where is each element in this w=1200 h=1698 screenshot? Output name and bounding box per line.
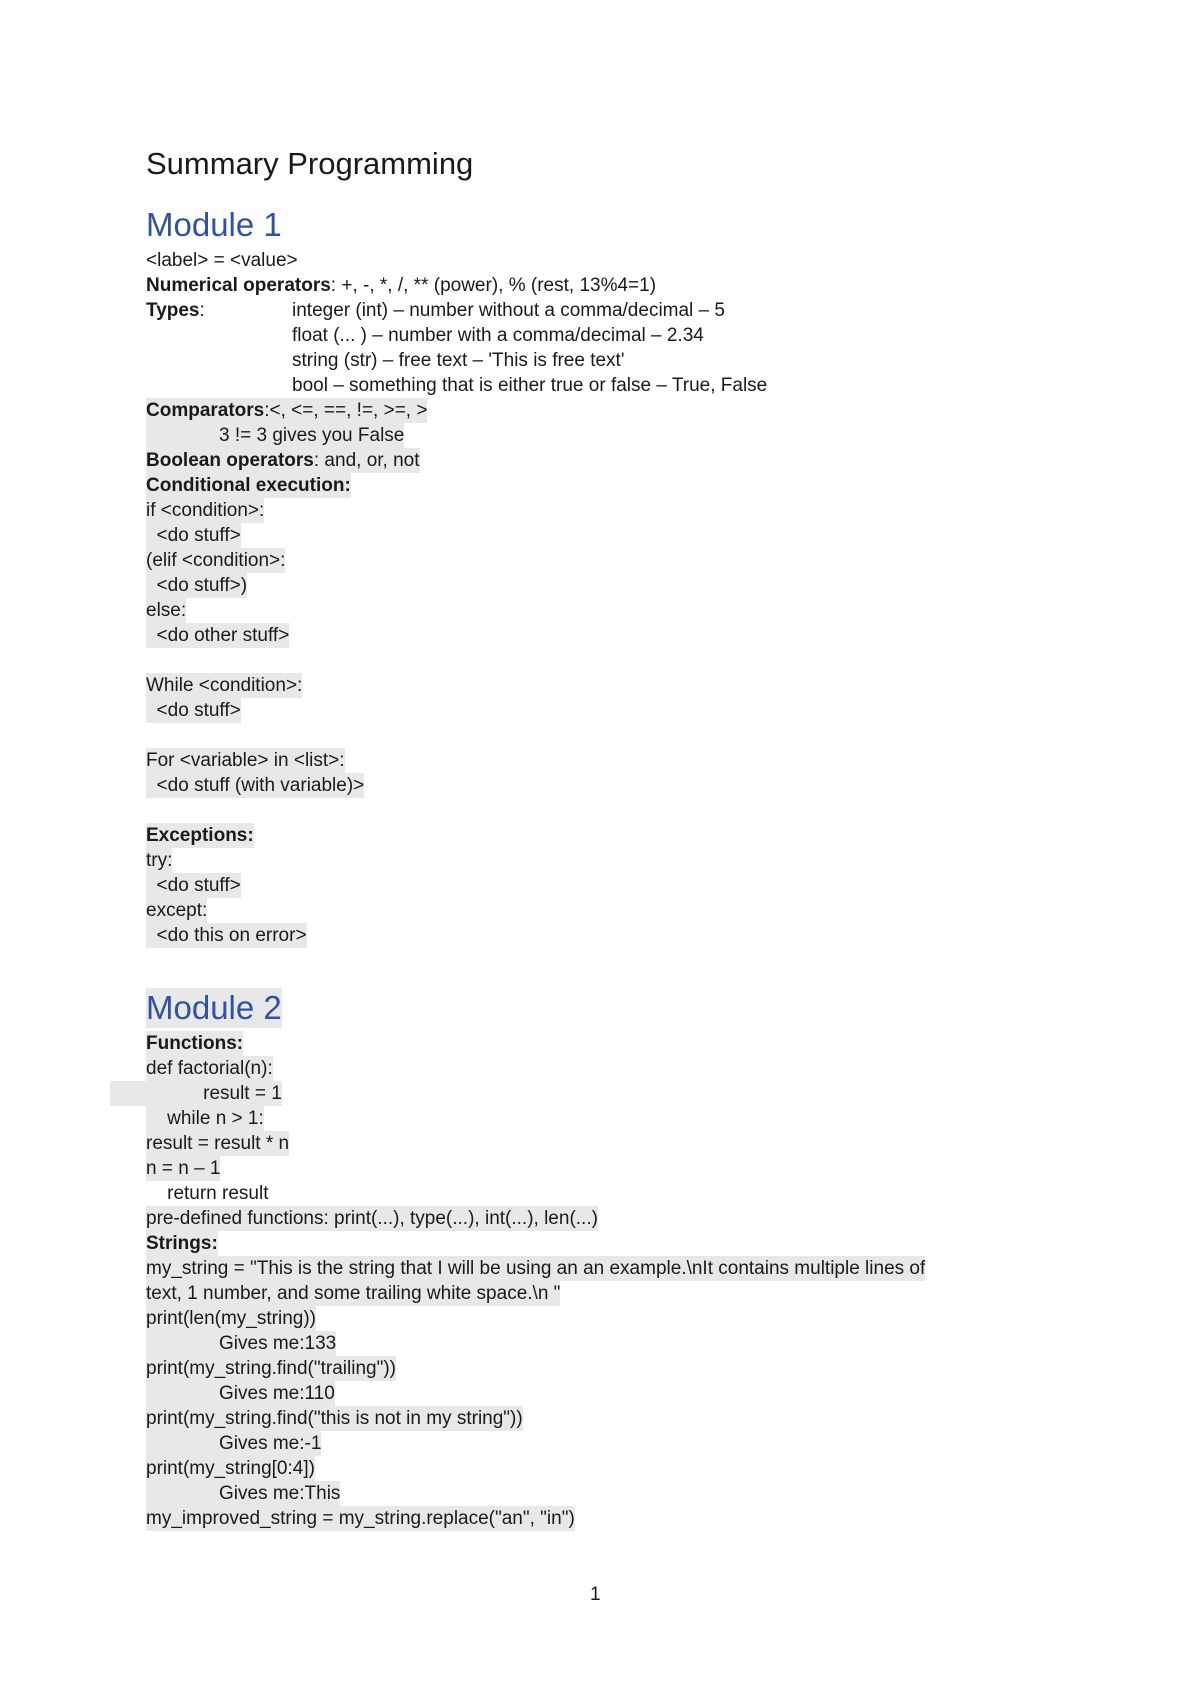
conditional-execution-label: Conditional execution: [146,475,351,496]
code-line: my_string = "This is the string that I will be using an an example.\nIt contains multiple lines of [146,1258,926,1279]
code-line: <do stuff> [146,875,241,896]
code-line: <do stuff> [146,525,241,546]
boolean-operators-label: Boolean operators [146,450,314,471]
output-line: Gives me:110 [146,1381,335,1406]
code-line: result = result * n [146,1133,290,1154]
types-colon: : [199,300,205,321]
comparators-label: Comparators [146,400,265,421]
code-line: print(my_string.find("trailing")) [146,1358,396,1379]
code-line: While <condition>: [146,675,303,696]
output-line: Gives me:-1 [146,1431,321,1456]
page-title: Summary Programming [146,146,474,181]
code-line: <do stuff>) [146,575,248,596]
code-line: <do other stuff> [146,625,290,646]
type-bool: bool – something that is either true or false – True, False [292,375,768,396]
code-line: print(len(my_string)) [146,1308,316,1329]
exceptions-label: Exceptions: [146,825,254,846]
numerical-operators-text: : +, -, *, /, ** (power), % (rest, 13%4=1) [330,275,657,296]
output-line: Gives me:133 [146,1331,336,1356]
output-line: Gives me:This [146,1481,340,1506]
code-line: else: [146,600,187,621]
code-line: <do stuff> [146,700,241,721]
page-number: 1 [590,1584,601,1605]
code-line: print(my_string.find("this is not in my string")) [146,1408,523,1429]
code-line: try: [146,850,173,871]
functions-label: Functions: [146,1033,244,1054]
code-line: def factorial(n): [146,1058,273,1079]
code-line: if <condition>: [146,500,265,521]
types-label-line [146,298,205,323]
code-line: n = n – 1 [146,1158,221,1179]
comparators-line [146,398,427,423]
strings-label: Strings: [146,1233,218,1254]
code-line: For <variable> in <list>: [146,750,345,771]
code-line: <do stuff (with variable)> [146,775,365,796]
module-1-heading: Module 1 [146,206,282,243]
numerical-operators-label: Numerical operators [146,275,331,296]
code-line: result = 1 [110,1081,282,1106]
types-label: Types [146,300,200,321]
type-int: integer (int) – number without a comma/decimal – 5 [292,300,725,321]
type-string: string (str) – free text – 'This is free text' [292,350,625,371]
code-line: while n > 1: [146,1108,264,1129]
code-line: my_improved_string = my_string.replace("an", "in") [146,1508,575,1529]
boolean-operators-line [146,448,420,473]
module-2-heading: Module 2 [146,989,282,1026]
type-float: float (... ) – number with a comma/decimal – 2.34 [292,325,704,346]
code-line: text, 1 number, and some trailing white space.\n " [146,1283,561,1304]
comparators-example: 3 != 3 gives you False [146,423,404,448]
code-line: (elif <condition>: [146,550,286,571]
comparators-text: :<, <=, ==, !=, >=, > [264,400,428,421]
code-line: print(my_string[0:4]) [146,1458,315,1479]
code-line: return result [146,1183,269,1204]
boolean-operators-text: : and, or, not [313,450,420,471]
predefined-functions: pre-defined functions: print(...), type(...), int(...), len(...) [146,1208,598,1229]
numerical-operators-line [146,273,656,298]
code-line: except: [146,900,208,921]
assignment-syntax: <label> = <value> [146,250,298,271]
code-line: <do this on error> [146,925,307,946]
